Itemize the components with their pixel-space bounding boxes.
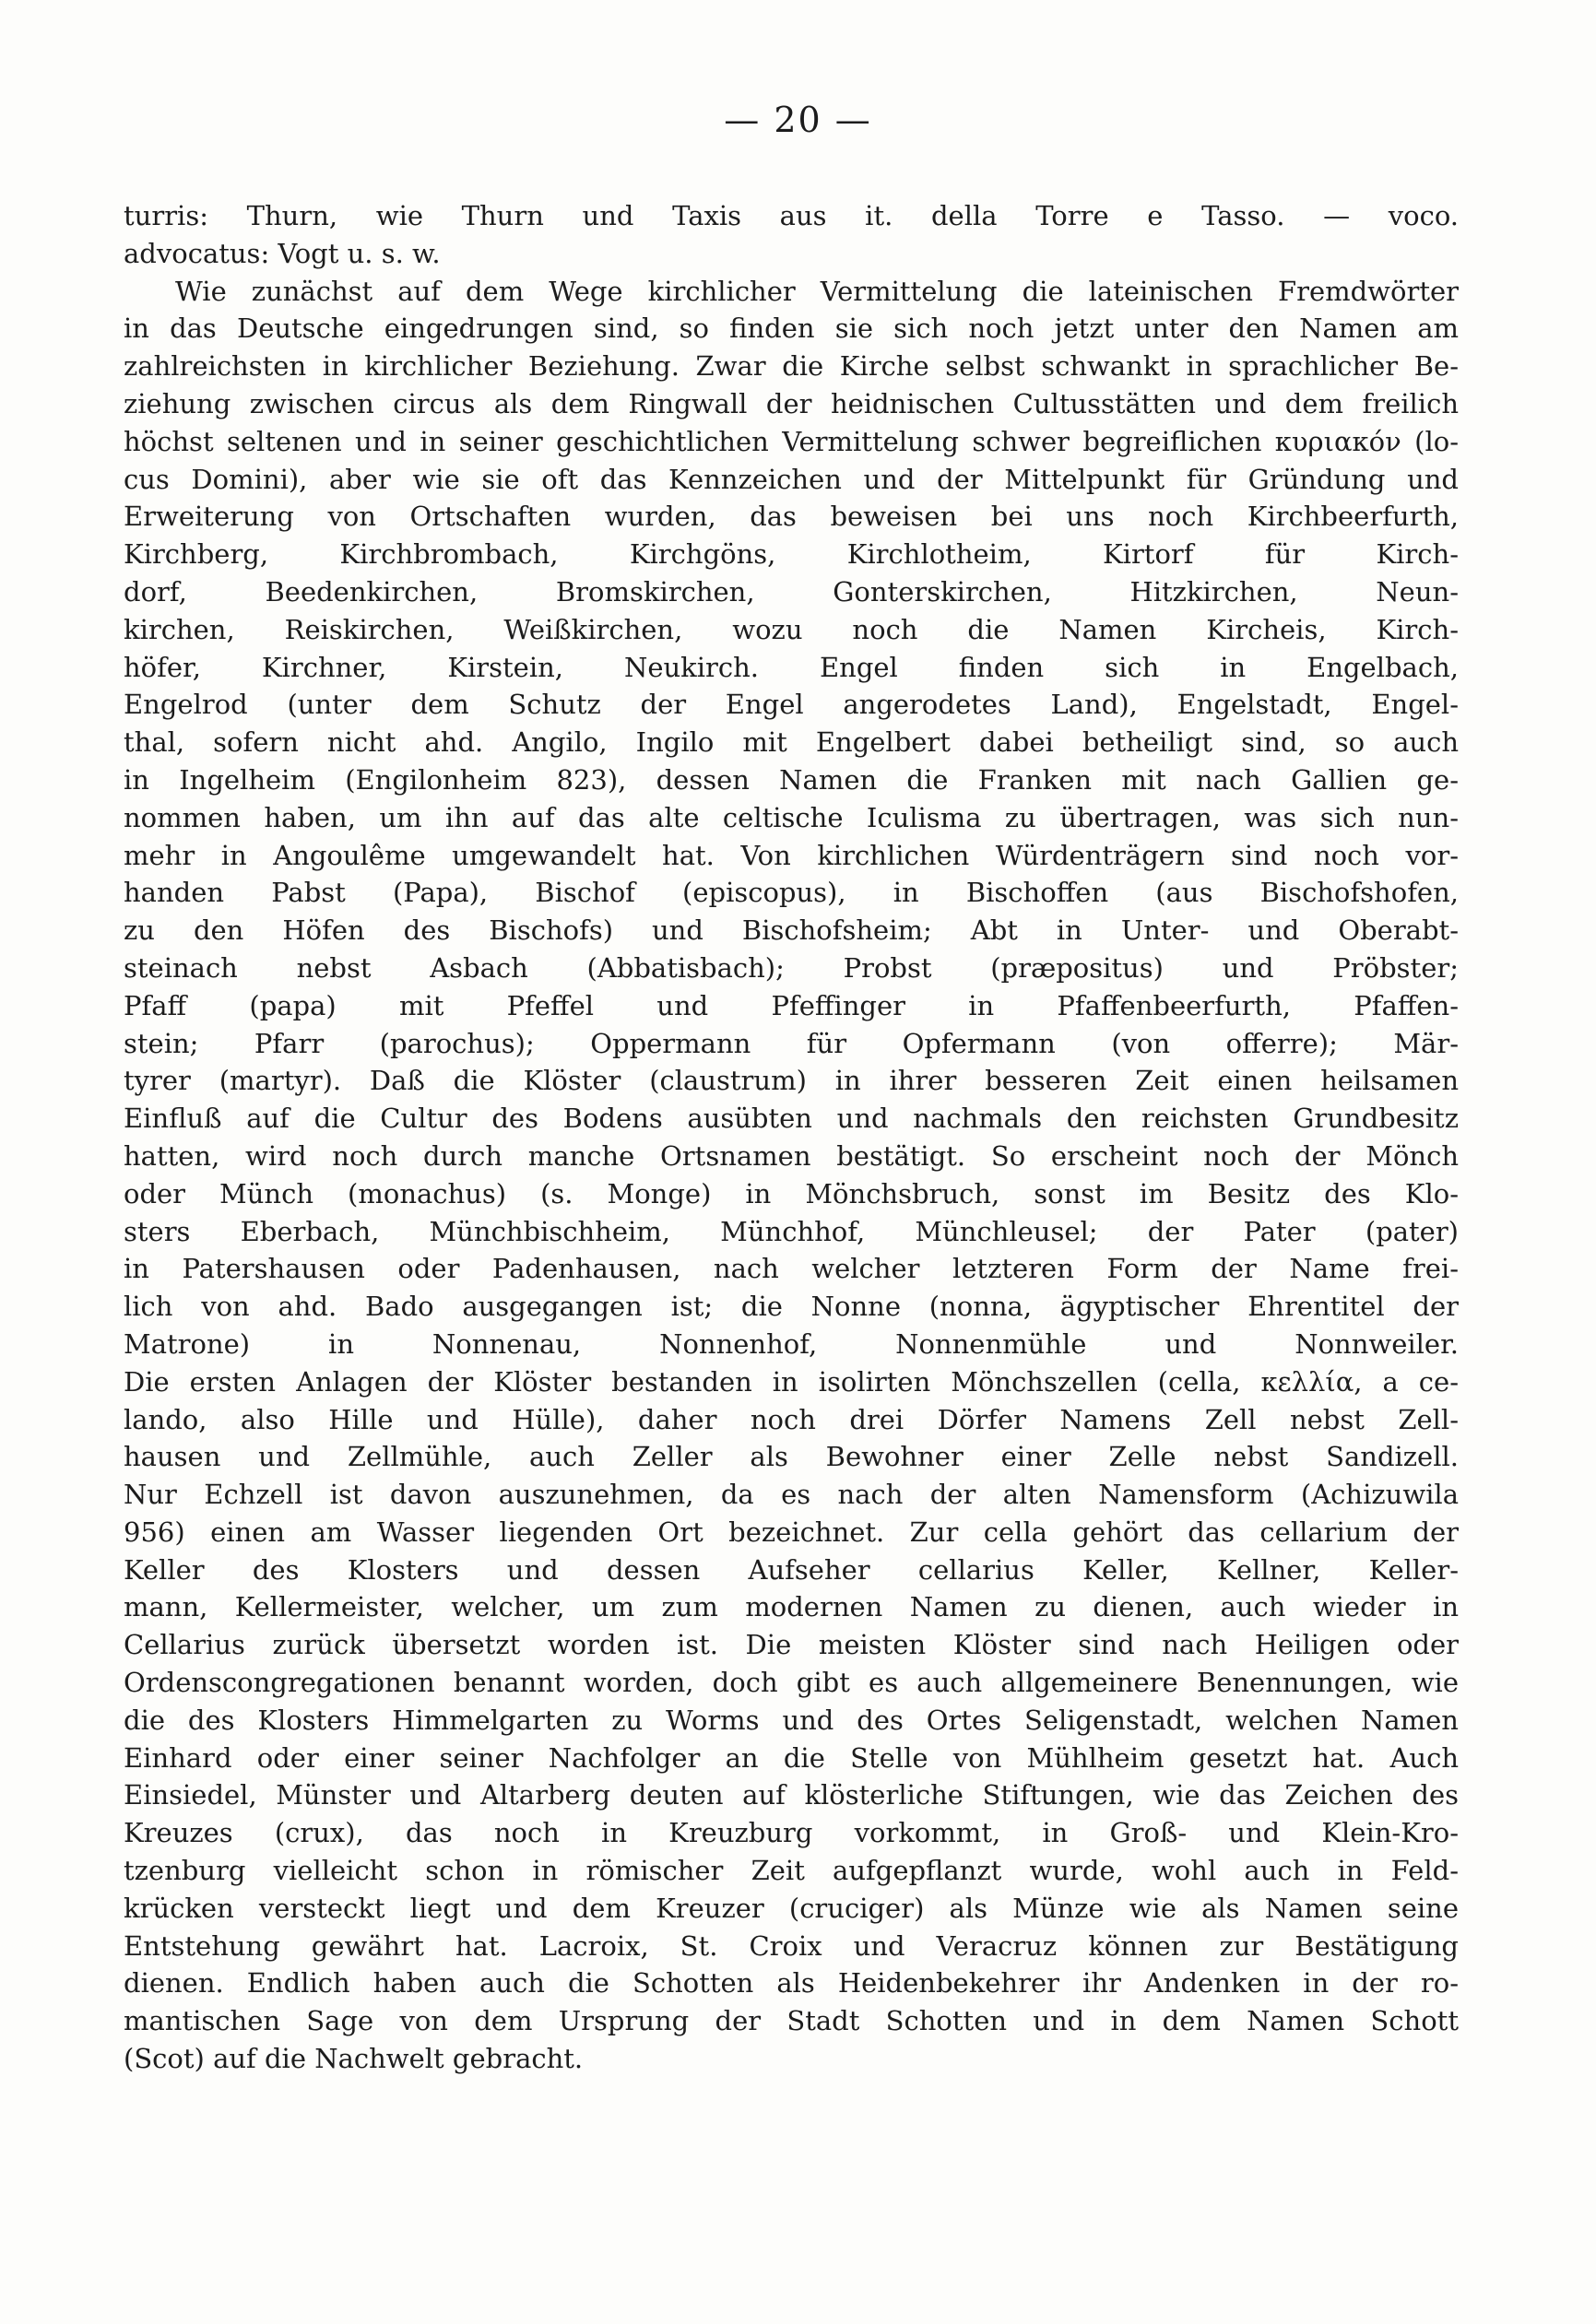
text-line: ziehung zwischen circus als dem Ringwall der heidnischen Cultusstätten und dem freilich [124, 387, 1459, 419]
text-line: Erweiterung von Ortschaften wurden, das beweisen bei uns noch Kirchbeerfurth, [124, 501, 1459, 533]
text-line: tyrer (martyr). Daß die Klöster (claustrum) in ihrer besseren Zeit einen heilsamen [124, 1065, 1459, 1097]
text-line: mehr in Angoulême umgewandelt hat. Von kirchlichen Würdenträgern sind noch vor- [124, 839, 1459, 871]
text-line: nommen haben, um ihn auf das alte celtische Iculisma zu übertragen, was sich nun- [124, 801, 1459, 833]
text-line: sters Eberbach, Münchbischheim, Münchhof, Münchleusel; der Pater (pater) [124, 1215, 1459, 1247]
text-line: Ordenscongregationen benannt worden, doch gibt es auch allgemeinere Benennungen, wie [124, 1667, 1459, 1699]
text-line: cus Domini), aber wie sie oft das Kennzeichen und der Mittelpunkt für Gründung und [124, 463, 1459, 495]
text-line: in Patershausen oder Padenhausen, nach welcher letzteren Form der Name frei- [124, 1253, 1459, 1285]
text-line: Einhard oder einer seiner Nachfolger an die Stelle von Mühlheim gesetzt hat. Auch [124, 1741, 1459, 1774]
text-line: Einfluß auf die Cultur des Bodens ausübten und nachmals den reichsten Grundbesitz [124, 1103, 1459, 1135]
text-line: hausen und Zellmühle, auch Zeller als Bewohner einer Zelle nebst Sandizell. [124, 1441, 1459, 1473]
text-line: advocatus: Vogt u. s. w. [124, 237, 441, 269]
text-line: Keller des Klosters und dessen Aufseher cellarius Keller, Kellner, Keller- [124, 1553, 1459, 1586]
text-line: Nur Echzell ist davon auszunehmen, da es nach der alten Namensform (Achizuwila [124, 1479, 1459, 1511]
text-line: handen Pabst (Papa), Bischof (episcopus), in Bischoffen (aus Bischofshofen, [124, 877, 1459, 909]
text-line: mantischen Sage von dem Ursprung der Stadt Schotten und in dem Namen Schott [124, 2005, 1459, 2037]
text-line: oder Münch (monachus) (s. Monge) in Mönchsbruch, sonst im Besitz des Klo- [124, 1177, 1459, 1209]
text-line: Engelrod (unter dem Schutz der Engel angerodetes Land), Engelstadt, Engel- [124, 689, 1459, 721]
text-line: Matrone) in Nonnenau, Nonnenhof, Nonnenmühle und Nonnweiler. [124, 1327, 1459, 1360]
text-line: höfer, Kirchner, Kirstein, Neukirch. Engel finden sich in Engelbach, [124, 651, 1459, 683]
text-line: zu den Höfen des Bischofs) und Bischofsheim; Abt in Unter- und Oberabt- [124, 914, 1459, 947]
text-line: zahlreichsten in kirchlicher Beziehung. Zwar die Kirche selbst schwankt in sprachlicher Be- [124, 350, 1459, 383]
text-line: krücken versteckt liegt und dem Kreuzer (cruciger) als Münze wie als Namen seine [124, 1892, 1459, 1924]
text-line: turris: Thurn, wie Thurn und Taxis aus it. della Torre e Tasso. — voco. [124, 200, 1459, 231]
text-line: Cellarius zurück übersetzt worden ist. Die meisten Klöster sind nach Heiligen oder [124, 1629, 1459, 1661]
text-line: lando, also Hille und Hülle), daher noch drei Dörfer Namens Zell nebst Zell- [124, 1403, 1459, 1435]
text-line: stein; Pfarr (parochus); Oppermann für Opfermann (von offerre); Mär- [124, 1027, 1459, 1059]
text-line: steinach nebst Asbach (Abbatisbach); Probst (præpositus) und Pröbster; [124, 951, 1459, 984]
text-line: mann, Kellermeister, welcher, um zum modernen Namen zu dienen, auch wieder in [124, 1591, 1459, 1623]
text-line: Die ersten Anlagen der Klöster bestanden in isolirten Mönchszellen (cella, κελλία, a ce- [124, 1365, 1459, 1398]
body-text [124, 197, 1459, 2078]
text-line: Kirchberg, Kirchbrombach, Kirchgöns, Kirchlotheim, Kirtorf für Kirch- [124, 538, 1459, 571]
text-line: Wie zunächst auf dem Wege kirchlicher Vermittelung die lateinischen Fremdwörter [175, 275, 1459, 307]
text-line: in Ingelheim (Engilonheim 823), dessen Namen die Franken mit nach Gallien ge- [124, 763, 1459, 796]
text-line: dienen. Endlich haben auch die Schotten als Heidenbekehrer ihr Andenken in der ro- [124, 1967, 1459, 2000]
text-line: Kreuzes (crux), das noch in Kreuzburg vorkommt, in Groß- und Klein-Kro- [124, 1817, 1459, 1849]
text-line: höchst seltenen und in seiner geschichtlichen Vermittelung schwer begreiflichen κυριακόν (lo- [124, 425, 1459, 457]
text-line: Entstehung gewährt hat. Lacroix, St. Croix und Veracruz können zur Bestätigung [124, 1929, 1459, 1962]
text-line: (Scot) auf die Nachwelt gebracht. [124, 2043, 584, 2075]
text-line: kirchen, Reiskirchen, Weißkirchen, wozu noch die Namen Kircheis, Kirch- [124, 613, 1459, 645]
text-line: thal, sofern nicht ahd. Angilo, Ingilo mit Engelbert dabei betheiligt sind, so auch [124, 726, 1459, 759]
text-line: die des Klosters Himmelgarten zu Worms und des Ortes Seligenstadt, welchen Namen [124, 1704, 1459, 1736]
text-line: Einsiedel, Münster und Altarberg deuten auf klösterliche Stiftungen, wie das Zeichen des [124, 1779, 1459, 1811]
text-line: Pfaff (papa) mit Pfeffel und Pfeffinger in Pfaffenbeerfurth, Pfaffen- [124, 989, 1459, 1021]
page-number: — 20 — [724, 100, 872, 140]
text-line: lich von ahd. Bado ausgegangen ist; die Nonne (nonna, ägyptischer Ehrentitel der [124, 1291, 1459, 1323]
text-line: in das Deutsche eingedrungen sind, so finden sie sich noch jetzt unter den Namen am [124, 313, 1459, 345]
text-line: dorf, Beedenkirchen, Bromskirchen, Gonterskirchen, Hitzkirchen, Neun- [124, 575, 1459, 608]
text-line: hatten, wird noch durch manche Ortsnamen bestätigt. So erscheint noch der Mönch [124, 1139, 1459, 1172]
text-line: 956) einen am Wasser liegenden Ort bezeichnet. Zur cella gehört das cellarium der [124, 1516, 1459, 1548]
text-line: tzenburg vielleicht schon in römischer Zeit aufgepflanzt wurde, wohl auch in Feld- [124, 1855, 1459, 1887]
